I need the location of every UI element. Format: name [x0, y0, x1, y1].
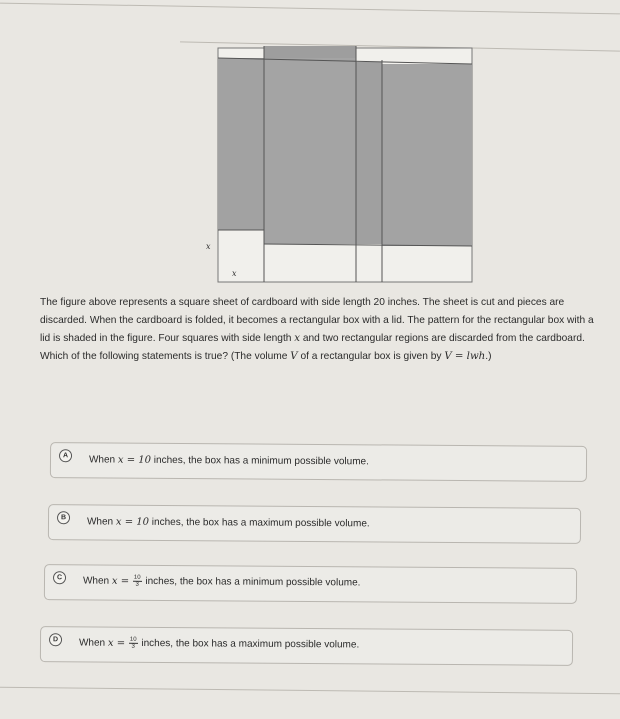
variable-v: V: [290, 351, 298, 362]
label-x-vertical: x: [206, 242, 211, 251]
choice-suffix: inches, the box has a maximum possible volume.: [148, 516, 370, 530]
fraction-denominator: 3: [135, 581, 139, 588]
choice-letter-badge: A: [59, 449, 72, 462]
choice-suffix: inches, the box has a maximum possible volume.: [138, 637, 360, 651]
choice-text: [83, 574, 361, 589]
question-part: The figure above represents a square sheet of cardboard with side length 20 inches. The sheet is cut and pieces are discarded. When the cardboard is folded, it becomes a rectangular box with a lid. The pattern for the rectangular box with a lid is shaded in the figure. Four squares with side length: [40, 297, 594, 344]
choice-expression: x = 10: [115, 516, 150, 528]
choice-expression: x =: [107, 637, 126, 649]
choice-text: [87, 516, 370, 529]
choice-a[interactable]: [50, 442, 587, 482]
choice-prefix: When: [82, 575, 112, 587]
choice-d[interactable]: [40, 626, 573, 666]
choice-letter-badge: B: [57, 511, 70, 524]
fraction-denominator: 3: [131, 643, 135, 650]
label-x-horizontal: x: [232, 269, 237, 278]
fraction: [129, 637, 138, 650]
question-part: .): [485, 351, 492, 362]
fraction: [133, 575, 142, 588]
shaded-lid-panel: [382, 64, 472, 246]
question-part: and two rectangular regions are discarded from the cardboard. Which of the following statements is true? (The volume: [40, 333, 585, 362]
shaded-right-panel: [356, 62, 382, 244]
shaded-bottom-panel: [264, 58, 356, 244]
choice-suffix: inches, the box has a minimum possible volume.: [150, 454, 369, 468]
choice-text: [89, 454, 369, 467]
choice-letter-badge: D: [49, 633, 62, 646]
choice-expression: x =: [111, 575, 130, 587]
shaded-lid-flap: [264, 46, 356, 60]
choice-b[interactable]: [48, 504, 581, 544]
choice-prefix: When: [88, 454, 118, 466]
choice-letter-badge: C: [53, 571, 66, 584]
cardboard-figure: [0, 0, 620, 290]
choice-suffix: inches, the box has a minimum possible volume.: [142, 575, 361, 589]
paper-line: [0, 687, 620, 694]
fraction-numerator: 10: [133, 574, 141, 581]
shaded-left-panel: [218, 58, 264, 230]
question-text: [40, 294, 605, 366]
fraction-numerator: 10: [129, 636, 137, 643]
variable-x: x: [294, 333, 301, 344]
question-part: of a rectangular box is given by: [297, 351, 445, 362]
choice-c[interactable]: [44, 564, 577, 604]
choice-prefix: When: [78, 637, 108, 649]
choice-expression: x = 10: [117, 454, 152, 466]
volume-formula: V = lwh: [444, 351, 486, 362]
choice-text: [79, 636, 359, 651]
choice-prefix: When: [86, 516, 116, 528]
